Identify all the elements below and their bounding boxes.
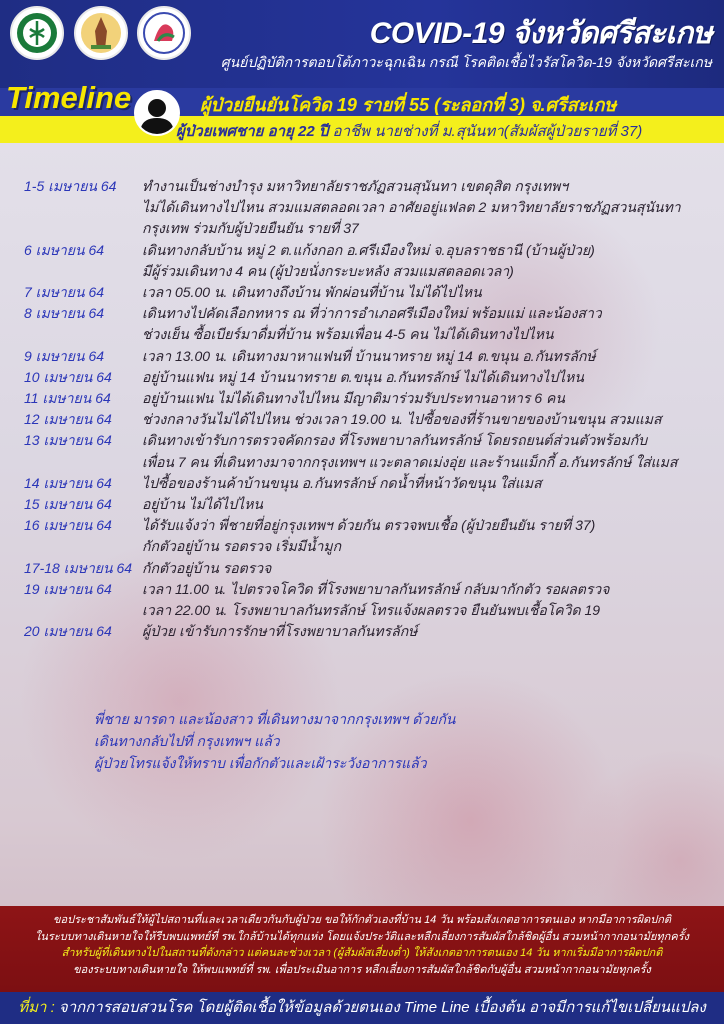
timeline-description xyxy=(142,558,714,579)
timeline-description-line: อยู่บ้านแฟน ไม่ได้เดินทางไปไหน มีญาติมาร่วมรับประทานอาหาร 6 คน xyxy=(142,390,565,407)
timeline-date: 11 เมษายน 64 xyxy=(24,390,111,407)
notes-block xyxy=(94,708,456,774)
timeline-description-line: ไม่ได้เดินทางไปไหน สวมแมสตลอดเวลา อาศัยอยู่แฟลต 2 มหาวิทยาลัยราชภัฏสวนสุนันทา xyxy=(142,199,681,216)
timeline-date: 14 เมษายน 64 xyxy=(24,474,112,491)
timeline-description-line: เพื่อน 7 คน ที่เดินทางมาจากกรุงเทพฯ แวะตลาดเม่งอุ่ย และร้านแม็กกี้ อ.กันทรลักษ์ ใส่แมส xyxy=(142,453,678,470)
timeline-entry xyxy=(24,579,714,621)
timeline-entry xyxy=(24,346,714,367)
ministry-of-public-health-logo xyxy=(10,6,64,60)
timeline-date: 1-5 เมษายน 64 xyxy=(24,178,117,194)
timeline-entry xyxy=(24,430,714,472)
page-subtitle: ศูนย์ปฏิบัติการตอบโต้ภาวะฉุกเฉิน กรณี โรคติดเชื้อไวรัสโควิด-19 จังหวัดศรีสะเกษ xyxy=(220,54,712,70)
timeline-entry xyxy=(24,176,714,240)
timeline-entry xyxy=(24,367,714,388)
timeline-entry xyxy=(24,282,714,303)
timeline-entry xyxy=(24,303,714,345)
timeline-description-line: กักตัวอยู่บ้าน รอตรวจ เริ่มมีน้ำมูก xyxy=(142,538,342,555)
timeline-description-line: ได้รับแจ้งว่า พี่ชายที่อยู่กรุงเทพฯ ด้วยกัน ตรวจพบเชื้อ (ผู้ป่วยยืนยัน รายที่ 37) xyxy=(142,517,596,534)
timeline-description xyxy=(142,303,714,345)
timeline-description-line: เดินทางกลับบ้าน หมู่ 2 ต.แก้งกอก อ.ศรีเมืองใหม่ จ.อุบลราชธานี (บ้านผู้ป่วย) xyxy=(142,241,595,258)
source-bar xyxy=(0,992,724,1024)
timeline-description-line: ผู้ป่วย เข้ารับการรักษาที่โรงพยาบาลกันทรลักษ์ xyxy=(142,623,418,640)
header-banner xyxy=(0,0,724,88)
timeline-description-line: กักตัวอยู่บ้าน รอตรวจ xyxy=(142,559,272,576)
timeline-date: 15 เมษายน 64 xyxy=(24,496,112,513)
timeline-description xyxy=(142,240,714,282)
advisory-line: ขอประชาสัมพันธ์ให้ผู้ไปสถานที่และเวลาเดียวกันกับผู้ป่วย ขอให้กักตัวเองที่บ้าน 14 วัน พร้อมสังเกตอาการตนเอง หากมีอาการผิดปกติ xyxy=(52,914,671,926)
timeline-description xyxy=(142,282,714,303)
timeline-description-line: อยู่บ้านแฟน หมู่ 14 บ้านนาทราย ต.ขนุน อ.กันทรลักษ์ ไม่ได้เดินทางไปไหน xyxy=(142,368,584,385)
timeline-date: 10 เมษายน 64 xyxy=(24,368,112,385)
timeline-entry xyxy=(24,240,714,282)
advisory-line: ในระบบทางเดินหายใจให้รีบพบแพทย์ที่ รพ.ใกล้บ้านได้ทุกแห่ง โดยแจ้งประวัติและหลีกเลี่ยงการสัมผัสใกล้ชิดผู้อื่น สวมหน้ากากอนามัยทุกครั้ง xyxy=(35,930,689,943)
timeline-description-line: เดินทางไปคัดเลือกทหาร ณ ที่ว่าการอำเภอศรีเมืองใหม่ พร้อมแม่ และน้องสาว xyxy=(142,305,602,322)
patient-description xyxy=(176,119,642,143)
timeline-description-line: มีผู้ร่วมเดินทาง 4 คน (ผู้ป่วยนั่งกระบะหลัง สวมแมสตลอดเวลา) xyxy=(142,262,514,279)
timeline-description xyxy=(142,494,714,515)
timeline-description-line: เดินทางเข้ารับการตรวจคัดกรอง ที่โรงพยาบาลกันทรลักษ์ โดยรถยนต์ส่วนตัวพร้อมกับ xyxy=(142,432,648,449)
timeline-entry xyxy=(24,494,714,515)
patient-description-rest: อาชีพ นายช่างที่ ม.สุนันทา(สัมผัสผู้ป่วยรายที่ 37) xyxy=(328,123,643,140)
timeline-description-line: ทำงานเป็นช่างบำรุง มหาวิทยาลัยราชภัฏสวนสุนันทา เขตดุสิต กรุงเทพฯ xyxy=(142,178,569,194)
timeline-description-line: ช่วงกลางวันไม่ได้ไปไหน ช่วงเวลา 19.00 น. ไปซื้อของที่ร้านขายของบ้านขนุน สวมแมส xyxy=(142,411,662,428)
timeline-description-line: ไปซื้อของร้านค้าบ้านขนุน อ.กันทรลักษ์ กดน้ำที่หน้าวัดขนุน ใส่แมส xyxy=(142,474,542,491)
advisory-line: สำหรับผู้ที่เดินทางไปในสถานที่ดังกล่าว แต่คนละช่วงเวลา (ผู้สัมผัสเสี่ยงต่ำ) ให้สังเกตอาการตนเอง 14 วัน หากเริ่มมีอาการผิดปกติ xyxy=(61,947,663,959)
timeline-entry xyxy=(24,558,714,579)
timeline-label: Timeline xyxy=(6,80,132,115)
source-label: ที่มา : xyxy=(18,999,55,1016)
timeline-description-line: เวลา 13.00 น. เดินทางมาหาแฟนที่ บ้านนาทราย หมู่ 14 ต.ขนุน อ.กันทรลักษ์ xyxy=(142,347,596,364)
timeline-entry xyxy=(24,388,714,409)
timeline-date: 16 เมษายน 64 xyxy=(24,517,112,534)
timeline-list xyxy=(24,176,714,642)
timeline-description xyxy=(142,473,714,494)
patient-description-bold: ผู้ป่วยเพศชาย อายุ 22 ปี xyxy=(176,123,329,140)
timeline-date: 19 เมษายน 64 xyxy=(24,580,112,597)
timeline-description xyxy=(142,409,714,430)
advisory-line: ของระบบทางเดินหายใจ ให้พบแพทย์ที่ รพ. เพื่อประเมินอาการ หลีกเลี่ยงการสัมผัสใกล้ชิดกับผู้อื่น สวมหน้ากากอนามัยทุกครั้ง xyxy=(73,963,651,976)
timeline-description xyxy=(142,515,714,557)
page-title: COVID-19 จังหวัดศรีสะเกษ xyxy=(369,17,712,50)
timeline-description-line: กรุงเทพ ร่วมกับผู้ป่วยยืนยัน รายที่ 37 xyxy=(142,220,359,237)
timeline-date: 17-18 เมษายน 64 xyxy=(24,559,133,576)
timeline-entry xyxy=(24,473,714,494)
timeline-description-line: เวลา 11.00 น. ไปตรวจโควิด ที่โรงพยาบาลกันทรลักษ์ กลับมากักตัว รอผลตรวจ xyxy=(142,580,610,597)
timeline-entry xyxy=(24,515,714,557)
timeline-description-line: เวลา 05.00 น. เดินทางถึงบ้าน พักผ่อนที่บ้าน ไม่ได้ไปไหน xyxy=(142,284,482,301)
timeline-description xyxy=(142,176,714,240)
note-line: ผู้ป่วยโทรแจ้งให้ทราบ เพื่อกักตัวและเฝ้าระวังอาการแล้ว xyxy=(94,755,427,771)
sisaket-public-health-office-logo xyxy=(137,6,191,60)
timeline-entry xyxy=(24,621,714,642)
timeline-date: 7 เมษายน 64 xyxy=(24,284,105,301)
timeline-date: 9 เมษายน 64 xyxy=(24,347,105,364)
timeline-date: 13 เมษายน 64 xyxy=(24,432,112,449)
timeline-date: 8 เมษายน 64 xyxy=(24,305,105,322)
timeline-description xyxy=(142,579,714,621)
timeline-description xyxy=(142,388,714,409)
timeline-date: 20 เมษายน 64 xyxy=(24,623,112,640)
timeline-entry xyxy=(24,409,714,430)
case-title: ผู้ป่วยยืนยันโควิด 19 รายที่ 55 (ระลอกที่ 3) จ.ศรีสะเกษ xyxy=(200,95,617,115)
timeline-date: 6 เมษายน 64 xyxy=(24,241,105,258)
sisaket-provincial-seal-logo xyxy=(74,6,128,60)
timeline-description xyxy=(142,430,714,472)
note-line: พี่ชาย มารดา และน้องสาว ที่เดินทางมาจากกรุงเทพฯ ด้วยกัน xyxy=(94,711,456,727)
timeline-description-line: เวลา 22.00 น. โรงพยาบาลกันทรลักษ์ โทรแจ้งผลตรวจ ยืนยันพบเชื้อโควิด 19 xyxy=(142,602,601,619)
timeline-description xyxy=(142,367,714,388)
patient-avatar-icon xyxy=(134,90,180,136)
timeline-description xyxy=(142,346,714,367)
advisory-footer xyxy=(0,906,724,992)
timeline-date: 12 เมษายน 64 xyxy=(24,411,112,428)
timeline-description-line: ช่วงเย็น ซื้อเบียร์มาดื่มที่บ้าน พร้อมเพื่อน 4-5 คน ไม่ได้เดินทางไปไหน xyxy=(142,326,554,343)
timeline-description xyxy=(142,621,714,642)
source-text: จากการสอบสวนโรค โดยผู้ติดเชื้อให้ข้อมูลด้วยตนเอง Time Line เบื้องต้น อาจมีการแก้ไขเปลี่ยนแปลง xyxy=(54,999,706,1016)
note-line: เดินทางกลับไปที่ กรุงเทพฯ แล้ว xyxy=(94,733,280,749)
timeline-description-line: อยู่บ้าน ไม่ได้ไปไหน xyxy=(142,496,263,513)
